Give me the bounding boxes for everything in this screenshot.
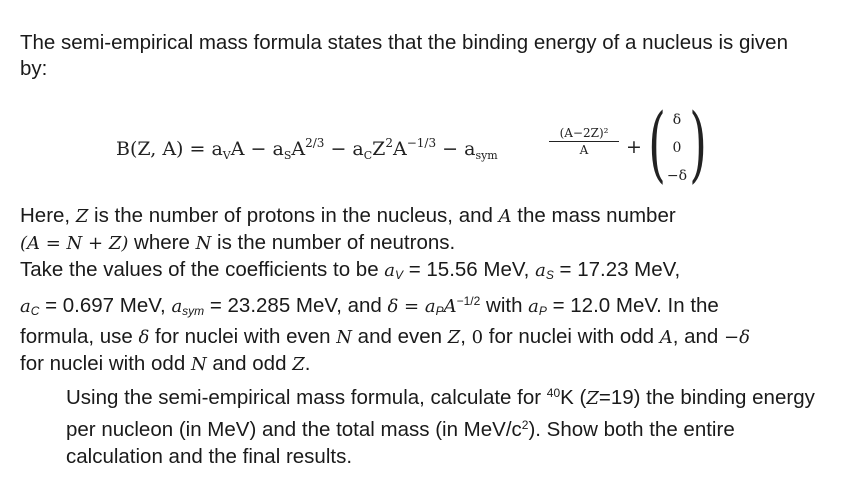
text: and odd xyxy=(206,352,293,375)
vector-entry: 0 xyxy=(672,140,682,156)
math-zero: 0 xyxy=(471,327,484,348)
math-a-coef: a xyxy=(20,296,31,317)
sup-exp: −1/2 xyxy=(456,294,481,308)
text: , xyxy=(460,325,472,348)
formula-sub-sym: sym xyxy=(475,149,498,162)
text: where xyxy=(128,231,196,254)
binding-energy-formula xyxy=(116,98,736,198)
fraction-numerator: (A−2Z)² xyxy=(549,126,619,142)
math-a-coef: a xyxy=(384,260,396,281)
desc-line xyxy=(20,324,820,351)
math-a-coef: a xyxy=(528,296,539,317)
sup-mass-number: 40 xyxy=(546,386,561,400)
text: formula, use xyxy=(20,325,139,348)
text: Here, xyxy=(20,204,76,227)
text: =19) the binding energy per nucleon (in MeV) and the total mass (in MeV/c xyxy=(66,386,815,441)
formula-z: Z xyxy=(372,138,386,160)
formula-lhs: B(Z, A) = a xyxy=(116,138,223,160)
math-delta-eq: δ = a xyxy=(387,296,436,317)
sub-v: V xyxy=(395,268,404,282)
desc-line xyxy=(20,257,820,288)
intro-text: The semi-empirical mass formula states that the binding energy of a nucleus is given by: xyxy=(20,31,788,80)
text: Using the semi-empirical mass formula, calculate for xyxy=(66,386,547,409)
text: = 23.285 MeV, and xyxy=(204,294,388,317)
math-a: A xyxy=(659,327,673,348)
text: for nuclei with even xyxy=(149,325,337,348)
text: with xyxy=(480,294,529,317)
math-z: Z xyxy=(586,388,599,409)
question-text xyxy=(66,380,816,470)
math-z: Z xyxy=(292,354,305,375)
sub-p: P xyxy=(538,304,547,318)
fraction-denominator: A xyxy=(579,143,589,157)
text: for nuclei with odd xyxy=(483,325,660,348)
text: and even xyxy=(351,325,448,348)
formula-sub-v: V xyxy=(222,149,231,162)
desc-line xyxy=(20,351,820,378)
math-z: Z xyxy=(447,327,461,348)
formula-exp-m13: −1/3 xyxy=(406,136,437,150)
formula-sub-s: S xyxy=(283,149,292,162)
formula-a23: A xyxy=(291,138,306,160)
math-a: A xyxy=(498,206,512,227)
math-a-coef: a xyxy=(535,260,546,281)
text: Take the values of the coefficients to be xyxy=(20,258,385,281)
formula-fraction xyxy=(549,126,619,157)
sub-p: P xyxy=(435,304,444,318)
math-neg-delta: −δ xyxy=(724,327,750,348)
math-a-coef: a xyxy=(171,296,183,317)
math-delta: δ xyxy=(138,327,150,348)
sub-s: S xyxy=(545,268,554,282)
text: = 17.23 MeV, xyxy=(553,258,681,281)
formula-minus-c: − a xyxy=(324,138,364,160)
formula-exp2: 2 xyxy=(385,136,393,150)
text: . xyxy=(304,352,311,375)
desc-line xyxy=(20,203,820,230)
left-paren: ( xyxy=(648,97,666,192)
sup-squared: 2 xyxy=(521,418,529,432)
formula-sub-c: C xyxy=(363,149,373,162)
formula-a-m13: A xyxy=(393,138,407,160)
right-paren: ) xyxy=(689,97,707,192)
description xyxy=(20,203,820,378)
math-z: Z xyxy=(75,206,89,227)
text: = 12.0 MeV. In the xyxy=(546,294,719,317)
vector-entry: −δ xyxy=(666,168,688,184)
math-a: A xyxy=(443,296,457,317)
math-n: N xyxy=(336,327,352,348)
text: is the number of neutrons. xyxy=(211,231,456,254)
formula-minus-sym: − a xyxy=(436,138,476,160)
text: K ( xyxy=(560,386,587,409)
text: for nuclei with odd xyxy=(20,352,191,375)
text: ). Show both the entire calculation and the final results. xyxy=(66,418,735,468)
vector-entry: δ xyxy=(672,112,682,128)
math-mass-number-eq: (A = N + Z) xyxy=(20,233,129,254)
formula-plus: + xyxy=(626,136,642,158)
pairing-vector xyxy=(662,106,692,190)
math-n: N xyxy=(195,233,212,254)
formula-main xyxy=(116,136,498,162)
text: is the number of protons in the nucleus, and xyxy=(88,204,499,227)
sub-sym: sym xyxy=(182,304,205,318)
text: = 0.697 MeV, xyxy=(39,294,172,317)
desc-line xyxy=(20,230,820,257)
formula-a-term: A − a xyxy=(230,138,284,160)
desc-line xyxy=(20,288,820,324)
text: the mass number xyxy=(511,204,676,227)
math-n: N xyxy=(190,354,207,375)
formula-exp23: 2/3 xyxy=(305,136,325,150)
text: , and xyxy=(672,325,725,348)
sub-c: C xyxy=(30,304,40,318)
text: = 15.56 MeV, xyxy=(403,258,536,281)
